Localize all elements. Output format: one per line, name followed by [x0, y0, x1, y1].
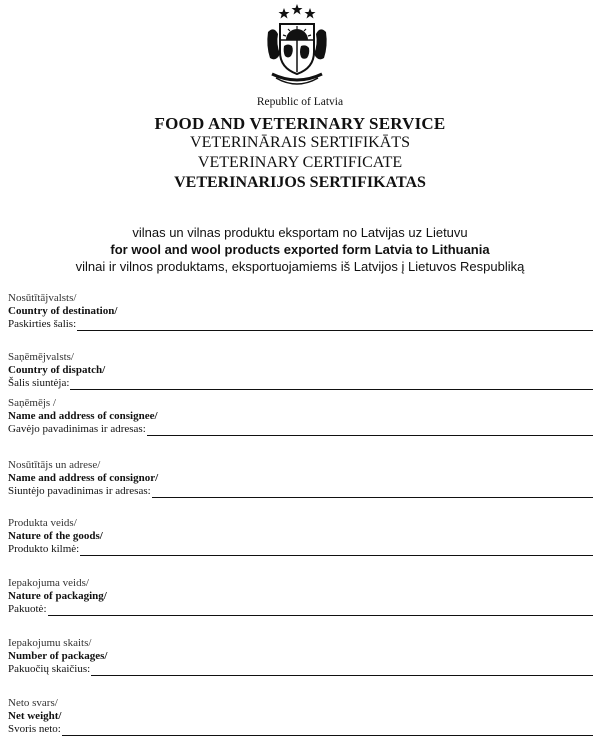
field-number-of-packages: [8, 637, 593, 676]
field-label-en: Name and address of consignor/: [8, 472, 159, 484]
field-label-en: Net weight/: [8, 710, 62, 722]
fill-in-line[interactable]: [152, 487, 593, 498]
field-label-en: Name and address of consignee/: [8, 410, 158, 422]
field-consignor: [8, 459, 593, 498]
field-label-lt: Produkto kilmė:: [8, 543, 80, 555]
field-label-lt: Pakuočių skaičius:: [8, 663, 91, 675]
service-title: FOOD AND VETERINARY SERVICE: [154, 114, 446, 133]
field-label-en: Number of packages/: [8, 650, 108, 662]
field-label-lv: Neto svars/: [8, 697, 58, 709]
subtitle-en: for wool and wool products exported form Latvia to Lithuania: [110, 242, 490, 257]
field-label-lv: Nosūtītājs un adrese/: [8, 459, 101, 471]
field-label-en: Nature of packaging/: [8, 590, 107, 602]
field-label-en: Country of dispatch/: [8, 364, 106, 376]
field-label-lt: Šalis siuntėja:: [8, 377, 70, 389]
field-label-en: Nature of the goods/: [8, 530, 103, 542]
subtitle-lv: vilnas un vilnas produktu eksportam no Latvijas uz Lietuvu: [132, 225, 468, 240]
field-label-lv: Iepakojuma veids/: [8, 577, 89, 589]
field-label-lv: Iepakojumu skaits/: [8, 637, 92, 649]
certificate-title-en: VETERINARY CERTIFICATE: [197, 154, 403, 171]
field-nature-of-goods: [8, 517, 593, 556]
field-label-lv: Nosūtītājvalsts/: [8, 292, 77, 304]
field-consignee: [8, 397, 593, 436]
fill-in-line[interactable]: [147, 425, 593, 436]
fill-in-line[interactable]: [91, 665, 593, 676]
field-label-lt: Pakuotė:: [8, 603, 47, 615]
fill-in-line[interactable]: [77, 320, 593, 331]
field-country-of-destination: [8, 292, 593, 331]
field-label-lt: Svoris neto:: [8, 723, 61, 735]
field-label-lv: Saņēmējs /: [8, 397, 56, 409]
field-label-lt: Paskirties šalis:: [8, 318, 77, 330]
field-nature-of-packaging: [8, 577, 593, 616]
field-label-lv: Produkta veids/: [8, 517, 77, 529]
fill-in-line[interactable]: [80, 545, 593, 556]
field-label-en: Country of destination/: [8, 305, 118, 317]
field-label-lv: Saņēmējvalsts/: [8, 351, 74, 363]
certificate-title-lt: VETERINARIJOS SERTIFIKATAS: [174, 174, 426, 191]
fill-in-line[interactable]: [62, 725, 593, 736]
subtitle-lt: vilnai ir vilnos produktams, eksportuojamiems iš Latvijos į Lietuvos Respubliką: [75, 259, 525, 274]
field-country-of-dispatch: [8, 351, 593, 390]
republic-label: Republic of Latvia: [256, 96, 344, 108]
latvia-coat-of-arms-icon: [262, 2, 332, 90]
fill-in-line[interactable]: [48, 605, 594, 616]
field-label-lt: Siuntėjo pavadinimas ir adresas:: [8, 485, 151, 497]
certificate-title-lv: VETERINĀRAIS SERTIFIKĀTS: [190, 134, 410, 151]
fill-in-line[interactable]: [70, 379, 593, 390]
field-net-weight: [8, 697, 593, 736]
field-label-lt: Gavėjo pavadinimas ir adresas:: [8, 423, 146, 435]
